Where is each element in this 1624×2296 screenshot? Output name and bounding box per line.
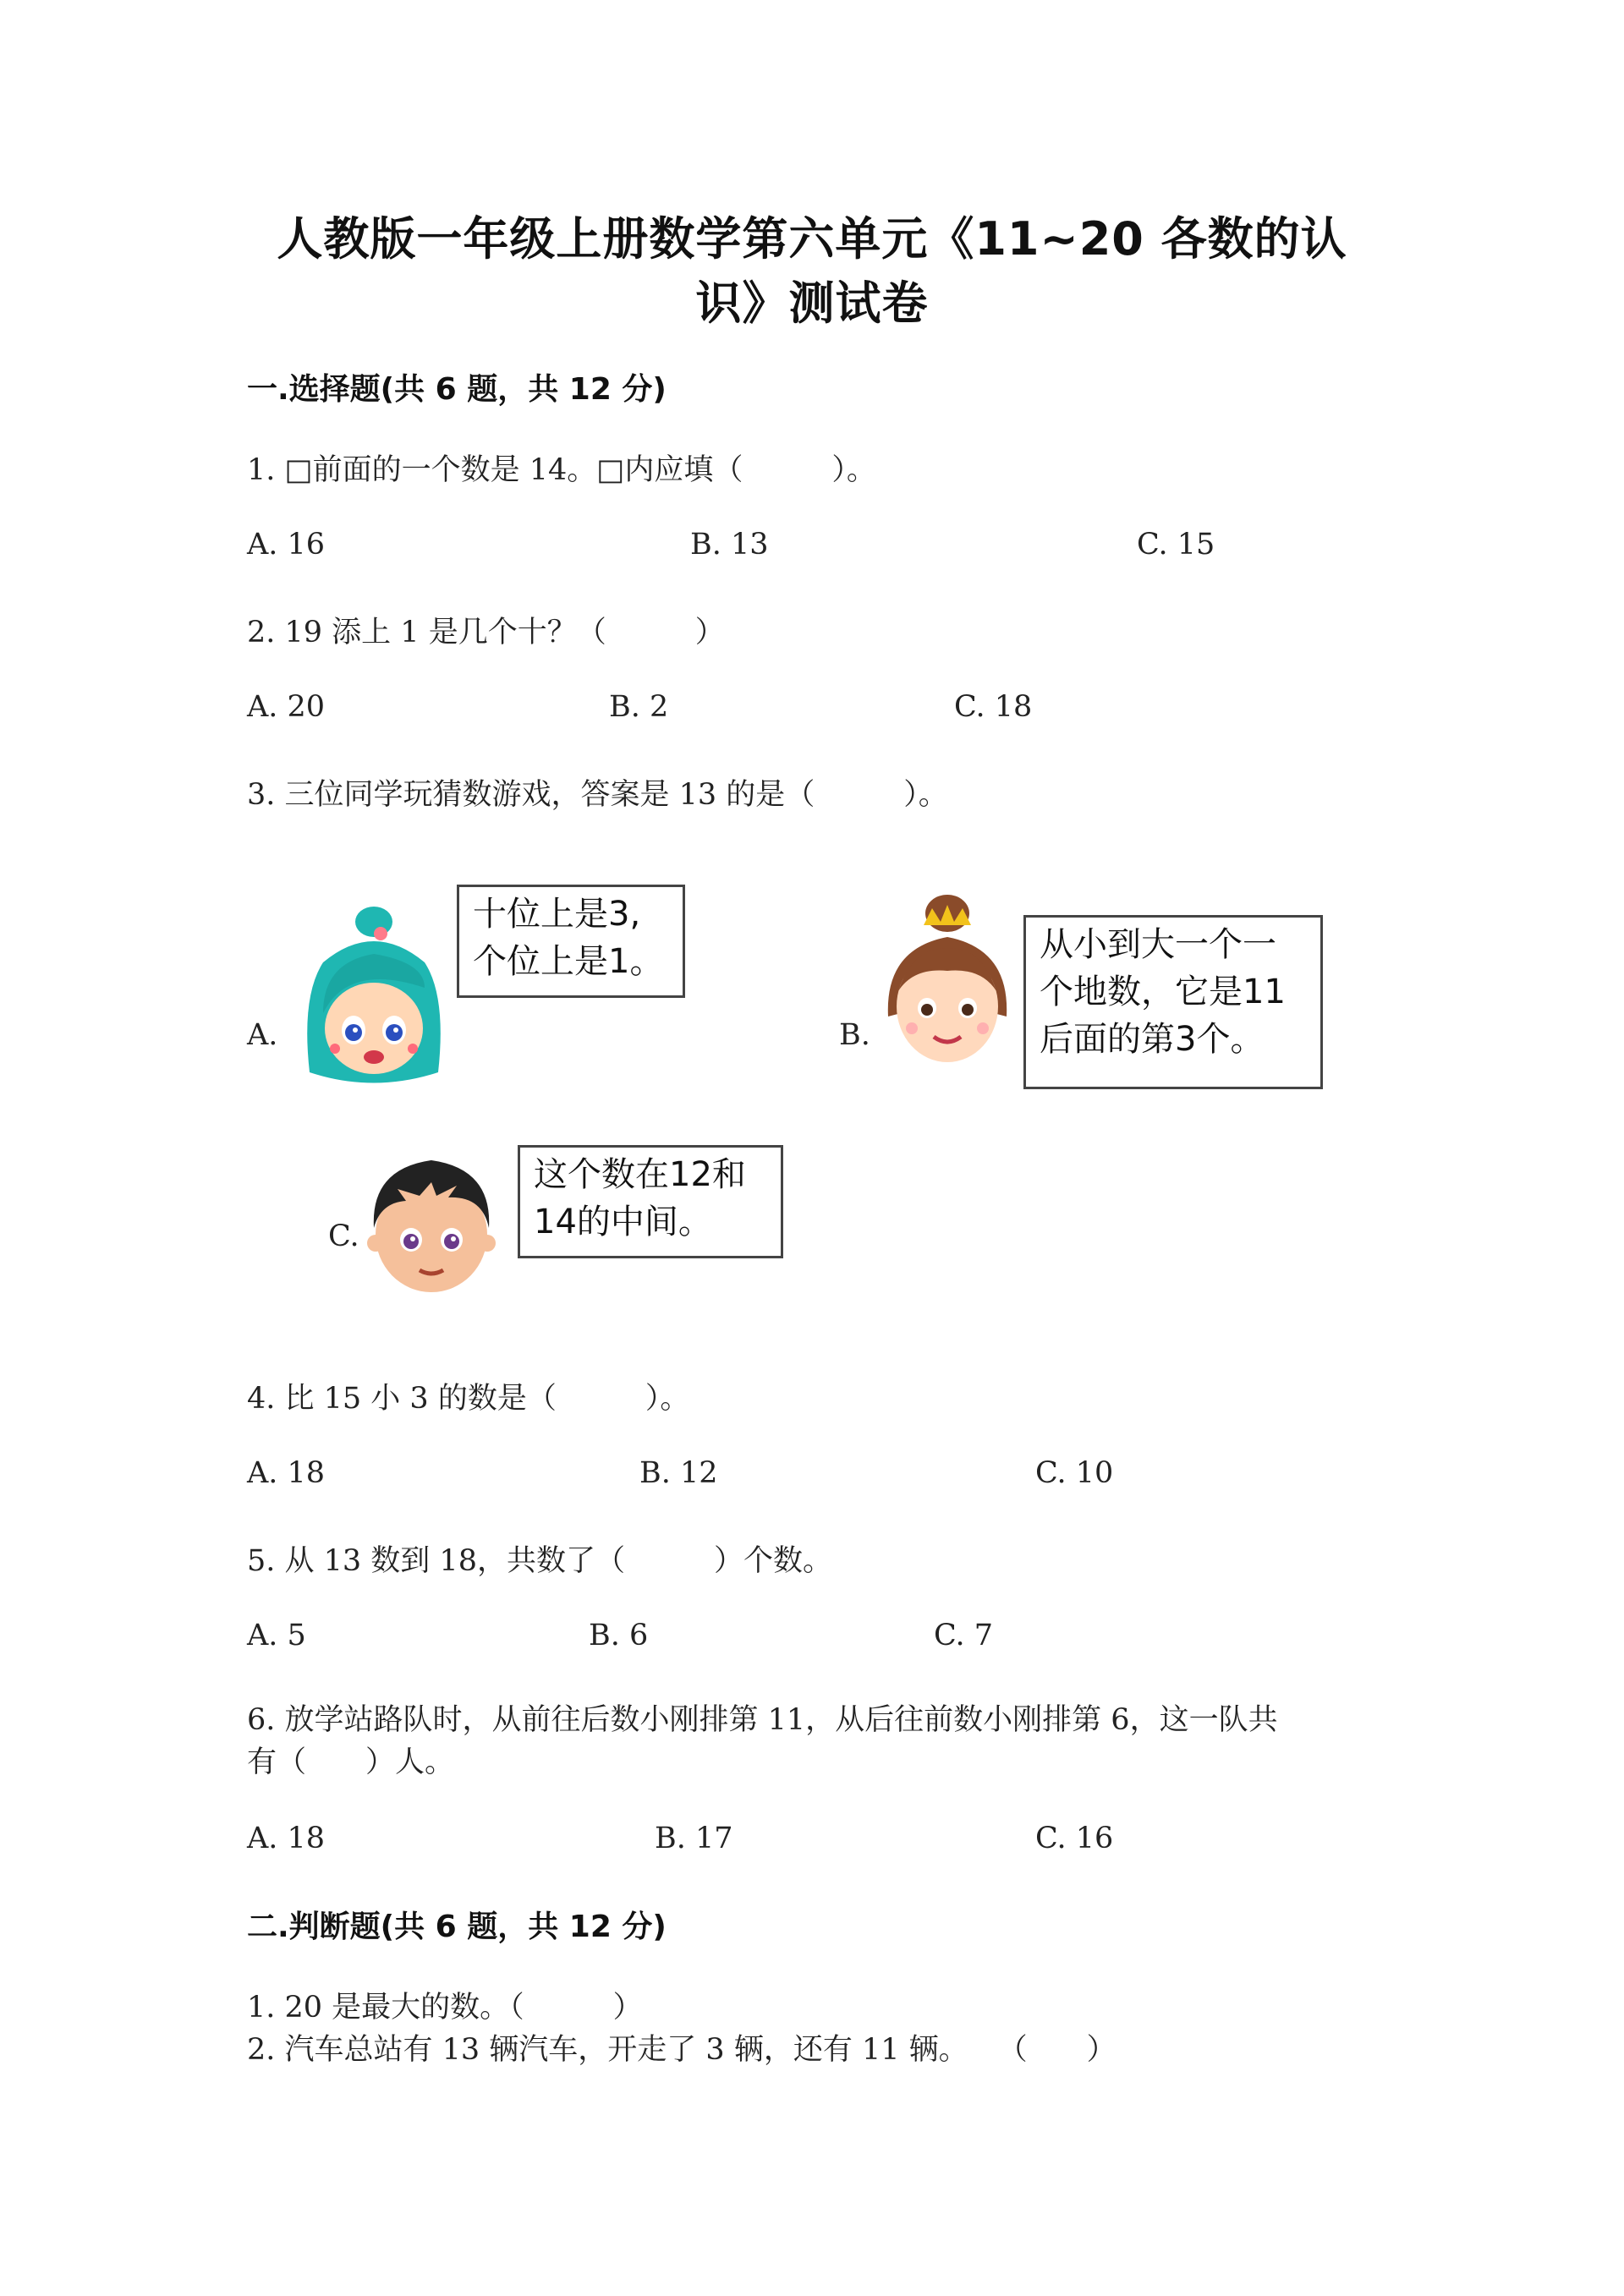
q4-option-c: C. 10 — [1035, 1456, 1114, 1490]
speech-a-line2: 个位上是1。 — [473, 942, 664, 981]
speech-bubble-c — [518, 1145, 783, 1258]
question-1: 1. □前面的一个数是 14。□内应填（ ）。 — [247, 453, 876, 487]
speech-c-line2: 14的中间。 — [534, 1203, 712, 1241]
page-title-line2: 识》测试卷 — [695, 277, 929, 330]
q4-option-a: A. 18 — [247, 1456, 326, 1490]
question-5: 5. 从 13 数到 18，共数了（ ）个数。 — [247, 1544, 832, 1578]
speech-bubble-b — [1023, 915, 1323, 1089]
q3-option-a-label: A. — [247, 1018, 278, 1052]
q3-option-c-label: C. — [328, 1219, 359, 1253]
speech-b-line3: 后面的第3个。 — [1040, 1020, 1265, 1059]
question-6-line1: 6. 放学站路队时，从前往后数小刚排第 11，从后往前数小刚排第 6，这一队共 — [247, 1703, 1278, 1737]
speech-c-line1: 这个数在12和 — [534, 1155, 746, 1194]
teal-hair-girl-icon — [298, 903, 450, 1093]
q1-option-a: A. 16 — [247, 528, 326, 562]
q6-option-b: B. 17 — [655, 1822, 733, 1855]
speech-b-line2: 个地数，它是11 — [1040, 973, 1286, 1011]
crowned-girl-icon — [880, 890, 1015, 1069]
question-3: 3. 三位同学玩猜数游戏，答案是 13 的是（ ）。 — [247, 778, 948, 812]
q4-option-b: B. 12 — [639, 1456, 718, 1490]
q6-option-c: C. 16 — [1035, 1822, 1114, 1855]
question-2: 2. 19 添上 1 是几个十？（ ） — [247, 616, 725, 649]
q2-option-a: A. 20 — [247, 690, 326, 724]
judgement-1: 1. 20 是最大的数。（ ） — [247, 1991, 643, 2025]
q5-option-a: A. 5 — [247, 1619, 306, 1652]
q1-option-b: B. 13 — [690, 528, 769, 562]
q2-option-b: B. 2 — [609, 690, 669, 724]
section-heading-judgement: 二.判断题(共 6 题，共 12 分) — [247, 1910, 667, 1944]
q1-option-c: C. 15 — [1137, 528, 1215, 562]
question-6-line2: 有（ ）人。 — [247, 1745, 455, 1779]
speech-bubble-a — [457, 885, 685, 998]
q6-option-a: A. 18 — [247, 1822, 326, 1855]
q5-option-c: C. 7 — [934, 1619, 994, 1652]
page-title-line1: 人教版一年级上册数学第六单元《11~20 各数的认 — [277, 212, 1347, 266]
q2-option-c: C. 18 — [954, 690, 1033, 724]
section-heading-choice: 一.选择题(共 6 题，共 12 分) — [247, 372, 667, 407]
question-4: 4. 比 15 小 3 的数是（ ）。 — [247, 1382, 690, 1416]
speech-a-line1: 十位上是3, — [473, 895, 641, 934]
q5-option-b: B. 6 — [589, 1619, 649, 1652]
dark-hair-boy-icon — [364, 1152, 499, 1296]
q3-option-b-label: B. — [839, 1018, 870, 1052]
judgement-2: 2. 汽车总站有 13 辆汽车，开走了 3 辆，还有 11 辆。 （ ） — [247, 2033, 1116, 2067]
speech-b-line1: 从小到大一个一 — [1040, 925, 1276, 964]
